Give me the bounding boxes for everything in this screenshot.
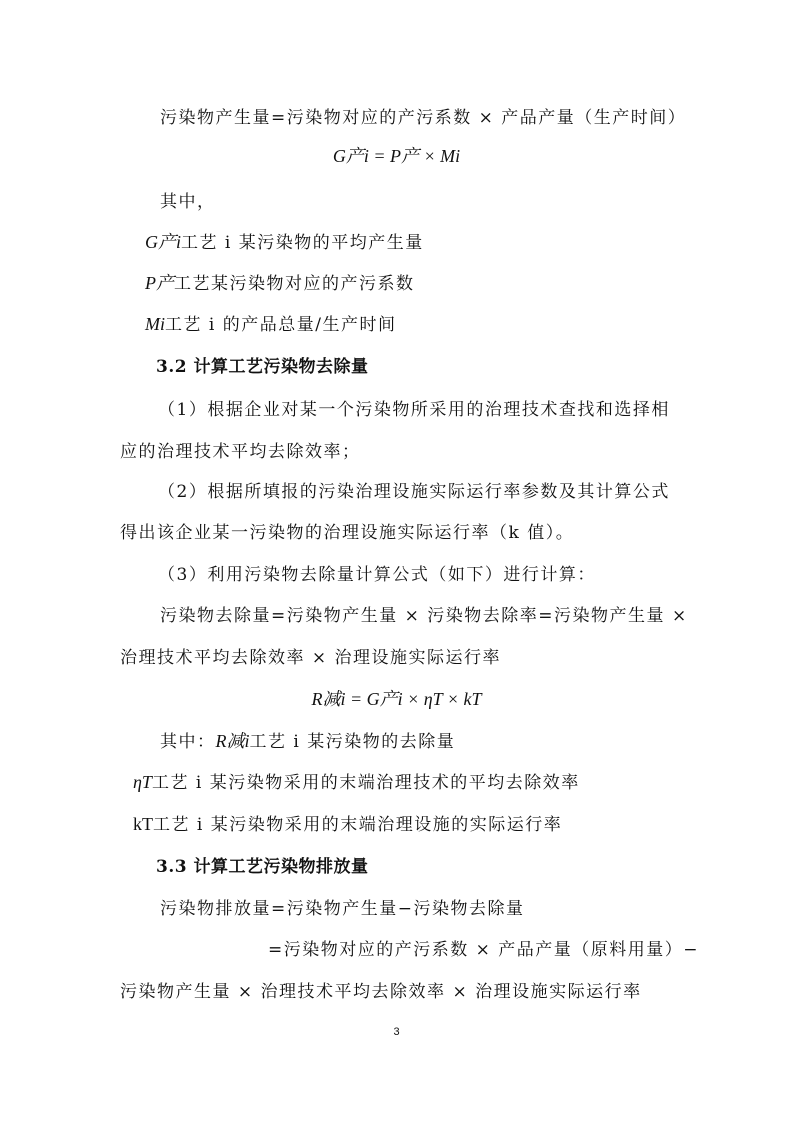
text-line: （2）根据所填报的污染治理设施实际运行率参数及其计算公式 [158,482,670,502]
section-heading: 3.2 计算工艺污染物去除量 [156,357,369,377]
definition-text: 工艺 i 某污染物采用的末端治理设施的实际运行率 [153,815,563,835]
definition-line [145,312,396,337]
text-line: =污染物对应的产污系数 × 产品产量（原料用量）− [268,940,700,960]
definition-line [145,271,415,296]
text-line: 其中， [160,192,216,212]
definition-line [160,729,455,754]
page-number: 3 [393,1026,400,1038]
section-heading: 3.3 计算工艺污染物排放量 [156,857,369,877]
definition-line [133,770,580,795]
definition-line [145,230,424,255]
text-line: 污染物产生量=污染物对应的产污系数 × 产品产量（生产时间） [160,108,687,128]
definition-text: 工艺 i 某污染物采用的末端治理技术的平均去除效率 [151,773,580,793]
definition-line [133,812,562,837]
symbol: ηT [133,772,152,792]
text-line: 污染物产生量 × 治理技术平均去除效率 × 治理设施实际运行率 [120,982,642,1002]
formula-generation: G产i = P产 × Mi [332,146,461,166]
definition-prefix: 其中： [160,732,216,752]
definition-text: 工艺 i 的产品总量/生产时间 [165,315,397,335]
definition-text: 工艺 i 某污染物的去除量 [249,732,456,752]
definition-text: 工艺 i 某污染物的平均产生量 [181,233,424,253]
text-line: 应的治理技术平均去除效率； [120,442,361,462]
text-line: 治理技术平均去除效率 × 治理设施实际运行率 [120,648,502,668]
formula-removal: R减i = G产i × ηT × kT [311,689,482,709]
definition-text: 工艺某污染物对应的产污系数 [174,274,415,294]
symbol: G产i [145,232,181,252]
symbol: kT [133,814,153,834]
symbol: P产 [145,273,174,293]
text-line: 得出该企业某一污染物的治理设施实际运行率（k 值）。 [120,523,575,543]
symbol: R减i [215,731,250,751]
text-line: 污染物排放量=污染物产生量−污染物去除量 [160,899,525,919]
symbol: Mi [145,314,165,334]
text-line: （3）利用污染物去除量计算公式（如下）进行计算： [158,565,596,585]
text-line: （1）根据企业对某一个污染物所采用的治理技术查找和选择相 [158,400,670,420]
text-line: 污染物去除量=污染物产生量 × 污染物去除率=污染物产生量 × [160,606,688,626]
